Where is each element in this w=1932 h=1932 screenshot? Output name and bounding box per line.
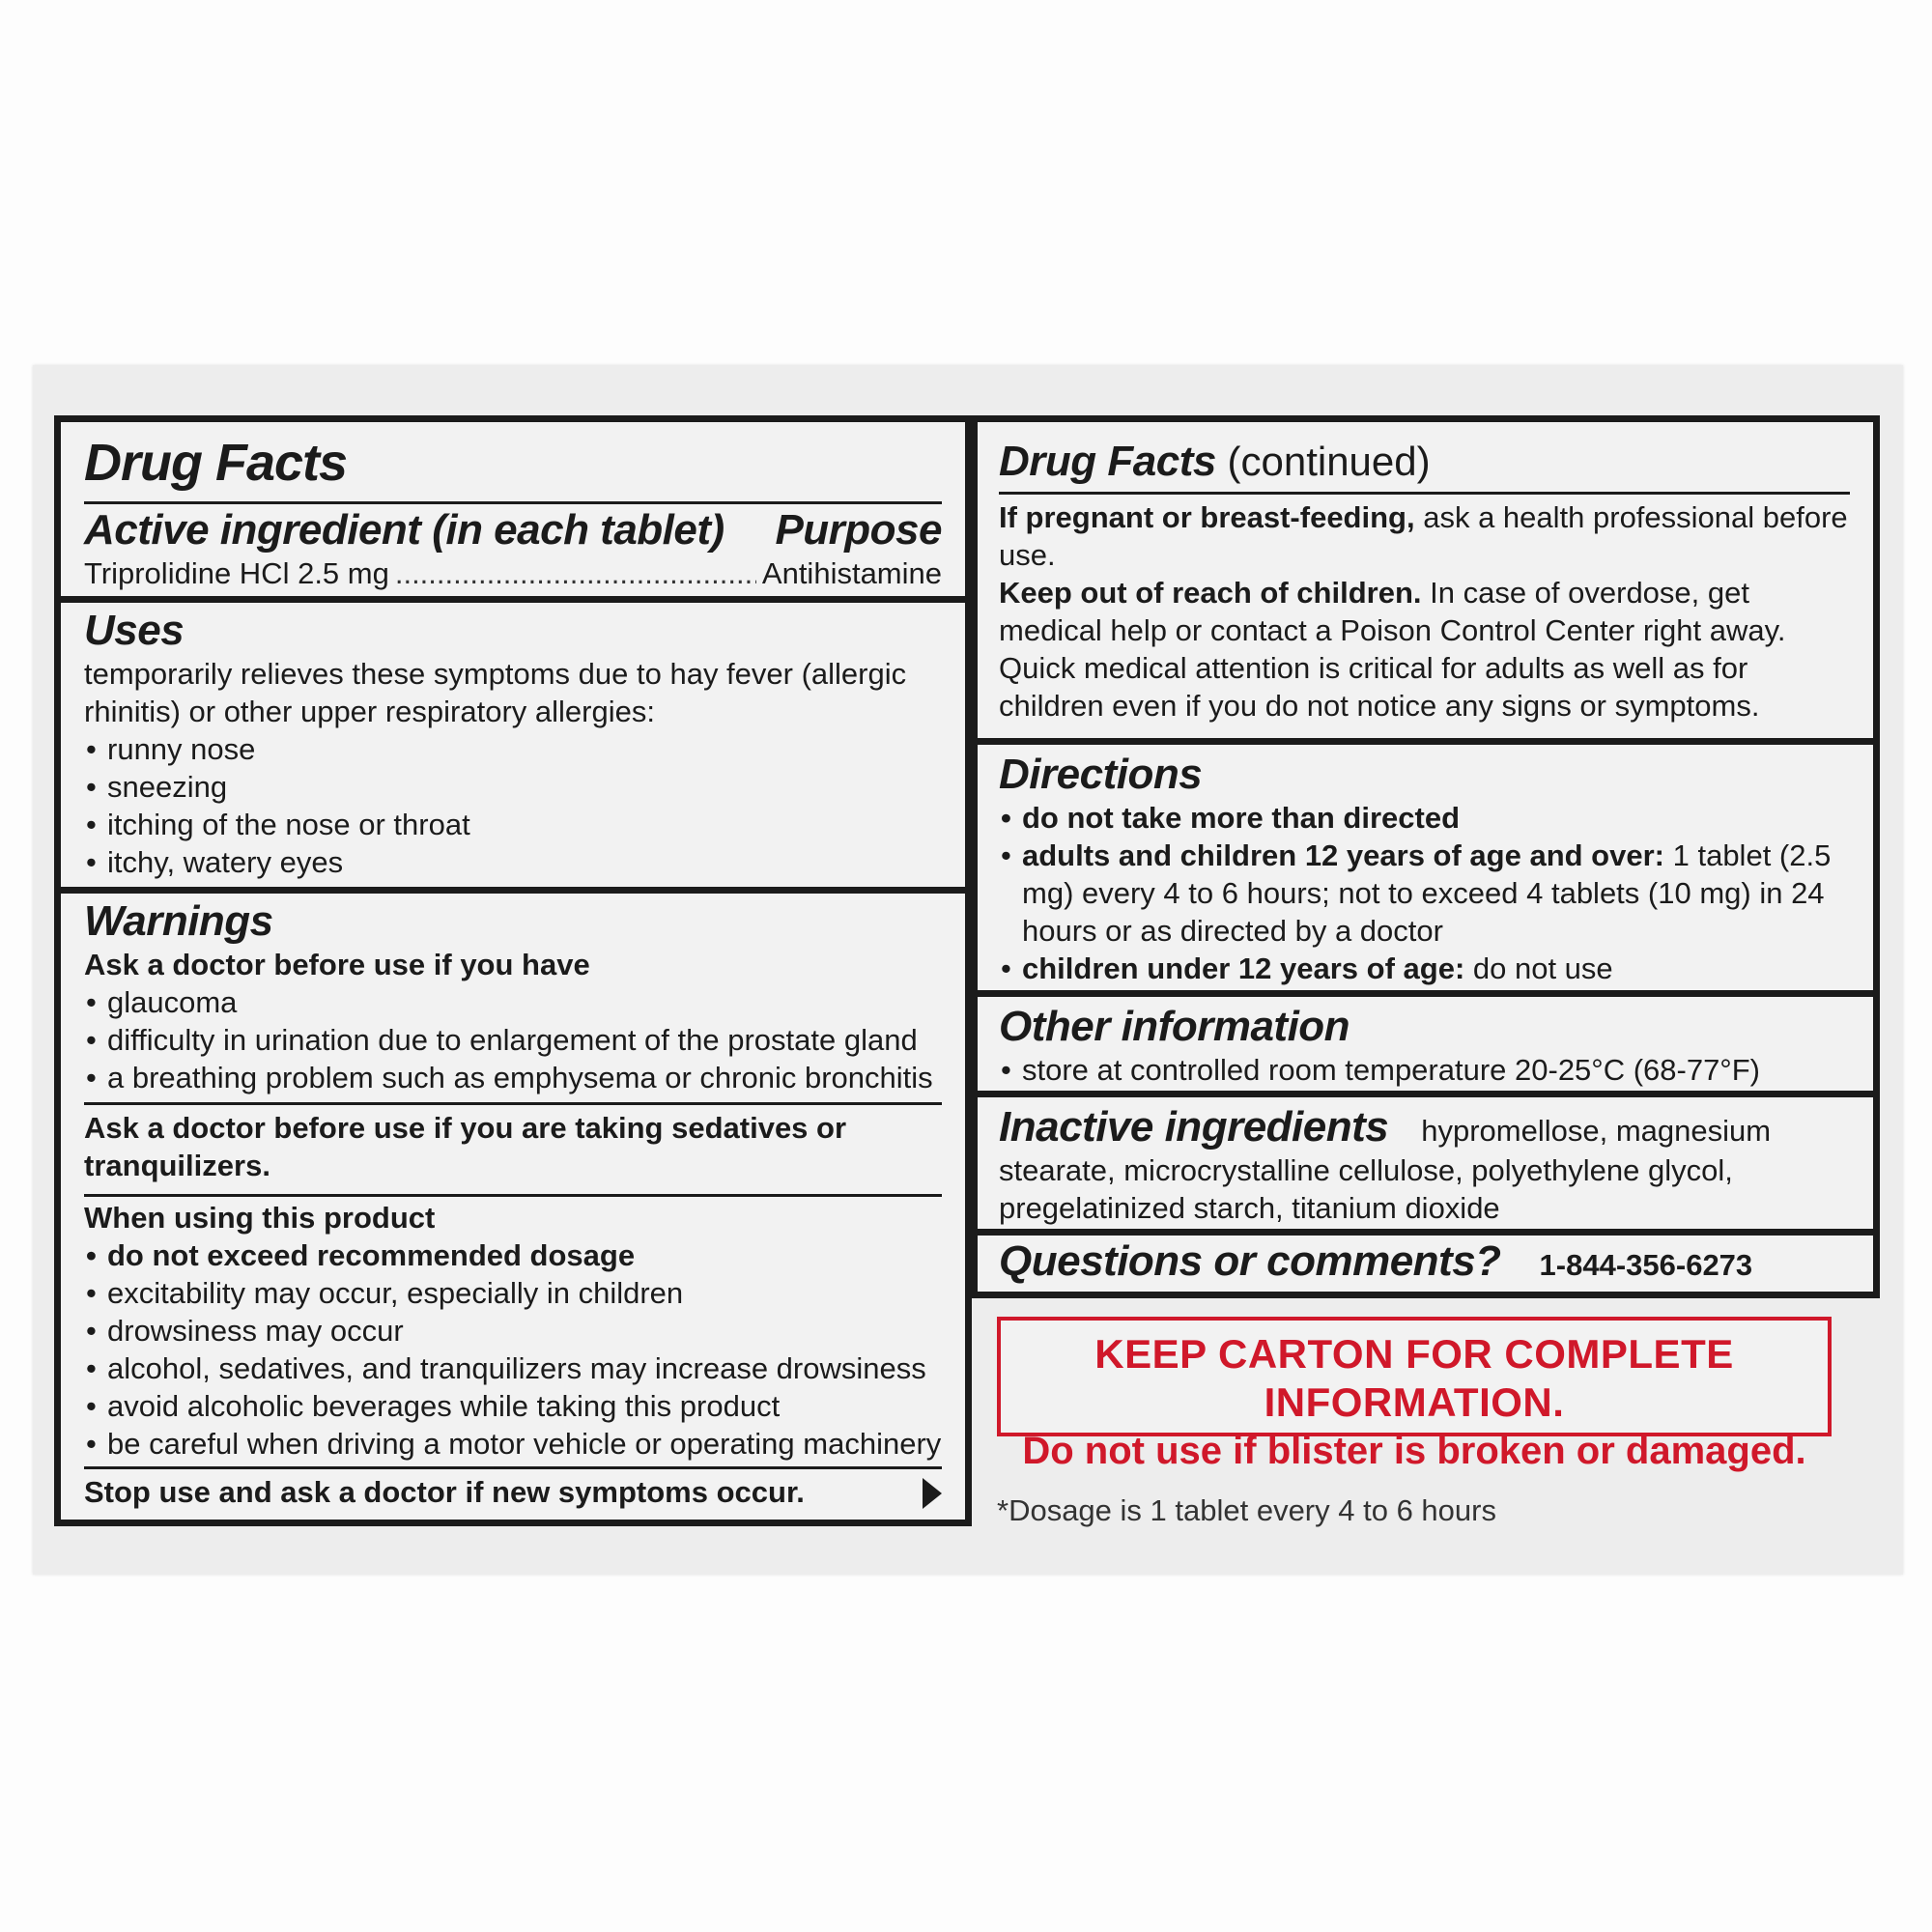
uses-section [61, 603, 965, 894]
ingredient-name: Triprolidine HCl 2.5 mg [84, 556, 389, 590]
continued-section [978, 422, 1873, 745]
keep-carton-notice [997, 1317, 1832, 1472]
pregnant-bold: If pregnant or breast-feeding, [999, 500, 1415, 534]
list-item: • runny nose [84, 730, 942, 768]
pregnant-text [999, 498, 1850, 574]
continued-title [999, 438, 1850, 486]
directions-heading: Directions [999, 751, 1203, 798]
other-information-section [978, 997, 1873, 1097]
leader-dots [395, 554, 756, 592]
list-item: • do not exceed recommended dosage [84, 1236, 942, 1274]
ingredient-purpose: Antihistamine [761, 556, 942, 590]
directions-bold: children under 12 years of age: [1022, 952, 1465, 985]
directions-list [999, 799, 1850, 987]
directions-body: do not use [1464, 952, 1613, 985]
drug-facts-panel-right [972, 415, 1880, 1298]
list-item: • excitability may occur, especially in children [84, 1274, 942, 1312]
active-ingredient-section [61, 422, 965, 603]
dosage-footnote: *Dosage is 1 tablet every 4 to 6 hours [997, 1493, 1496, 1527]
title-divider [84, 501, 942, 504]
when-using-list [84, 1236, 942, 1463]
list-item: • drowsiness may occur [84, 1312, 942, 1350]
directions-section [978, 745, 1873, 997]
phone-number: 1-844-356-6273 [1539, 1248, 1753, 1282]
warnings-divider [84, 1102, 942, 1105]
warnings-divider [84, 1466, 942, 1469]
active-heading-row [84, 506, 942, 554]
list-item [999, 950, 1850, 987]
other-information-list [999, 1051, 1850, 1089]
drug-facts-continued-title: Drug Facts [999, 438, 1216, 485]
list-item: • itching of the nose or throat [84, 806, 942, 843]
when-using-heading: When using this product [84, 1201, 436, 1235]
drug-facts-panel-left [54, 415, 972, 1526]
purpose-heading: Purpose [775, 506, 942, 554]
ingredient-row [84, 554, 942, 592]
uses-list [84, 730, 942, 881]
list-item: • a breathing problem such as emphysema or chronic bronchitis [84, 1059, 942, 1096]
questions-heading: Questions or comments? [999, 1237, 1501, 1285]
notice-line-2: Do not use if blister is broken or damaged. [1022, 1430, 1806, 1472]
pregnant-body: ask a health professional before use. [999, 500, 1848, 572]
list-item: • glaucoma [84, 983, 942, 1021]
list-item [999, 837, 1850, 950]
list-item: • sneezing [84, 768, 942, 806]
ask-doctor-list [84, 983, 942, 1096]
list-item: • itchy, watery eyes [84, 843, 942, 881]
uses-heading: Uses [84, 607, 185, 654]
list-item: • difficulty in urination due to enlargement of the prostate gland [84, 1021, 942, 1059]
continued-suffix: (continued) [1215, 439, 1431, 484]
uses-intro: temporarily relieves these symptoms due to hay fever (allergic rhinitis) or other upper respiratory allergies: [84, 657, 907, 728]
keep-out-bold: Keep out of reach of children. [999, 576, 1422, 610]
inactive-ingredients-section [978, 1097, 1873, 1236]
continue-arrow-icon [923, 1478, 942, 1509]
list-item: • do not take more than directed [999, 799, 1850, 837]
directions-bold: adults and children 12 years of age and over: [1022, 838, 1664, 872]
warnings-divider [84, 1194, 942, 1197]
keep-out-text [999, 574, 1850, 724]
other-information-heading: Other information [999, 1003, 1350, 1050]
ask-sedatives-text: Ask a doctor before use if you are taking sedatives or tranquilizers. [84, 1111, 847, 1182]
warnings-section [61, 894, 965, 1520]
stop-use-text: Stop use and ask a doctor if new symptoms occur. [84, 1475, 805, 1509]
list-item: • be careful when driving a motor vehicle or operating machinery [84, 1425, 942, 1463]
keep-out-body: In case of overdose, get medical help or contact a Poison Control Center right away. Quick medical attention is critical for adults as well as for children even if you do not notice any signs or symptoms. [999, 576, 1786, 723]
questions-section [978, 1236, 1873, 1292]
active-ingredient-heading: Active ingredient (in each tablet) [84, 506, 724, 554]
drug-facts-title: Drug Facts [84, 434, 348, 492]
inactive-ingredients-heading: Inactive ingredients [999, 1103, 1389, 1151]
warnings-heading: Warnings [84, 897, 273, 945]
notice-line-1: KEEP CARTON FOR COMPLETE INFORMATION. [1094, 1331, 1734, 1425]
inactive-ingredients-text [999, 1103, 1850, 1227]
inactive-ingredients-body: hypromellose, magnesium stearate, microcrystalline cellulose, polyethylene glycol, pregelatinized starch, titanium dioxide [999, 1114, 1772, 1225]
directions-body: 1 tablet (2.5 mg) every 4 to 6 hours; not to exceed 4 tablets (10 mg) in 24 hours or as directed by a doctor [1022, 838, 1832, 948]
ask-doctor-heading: Ask a doctor before use if you have [84, 948, 590, 981]
list-item: • alcohol, sedatives, and tranquilizers may increase drowsiness [84, 1350, 942, 1387]
questions-row [999, 1237, 1850, 1286]
list-item: • store at controlled room temperature 20-25°C (68-77°F) [999, 1051, 1850, 1089]
title-divider [999, 492, 1850, 495]
list-item: • avoid alcoholic beverages while taking this product [84, 1387, 942, 1425]
